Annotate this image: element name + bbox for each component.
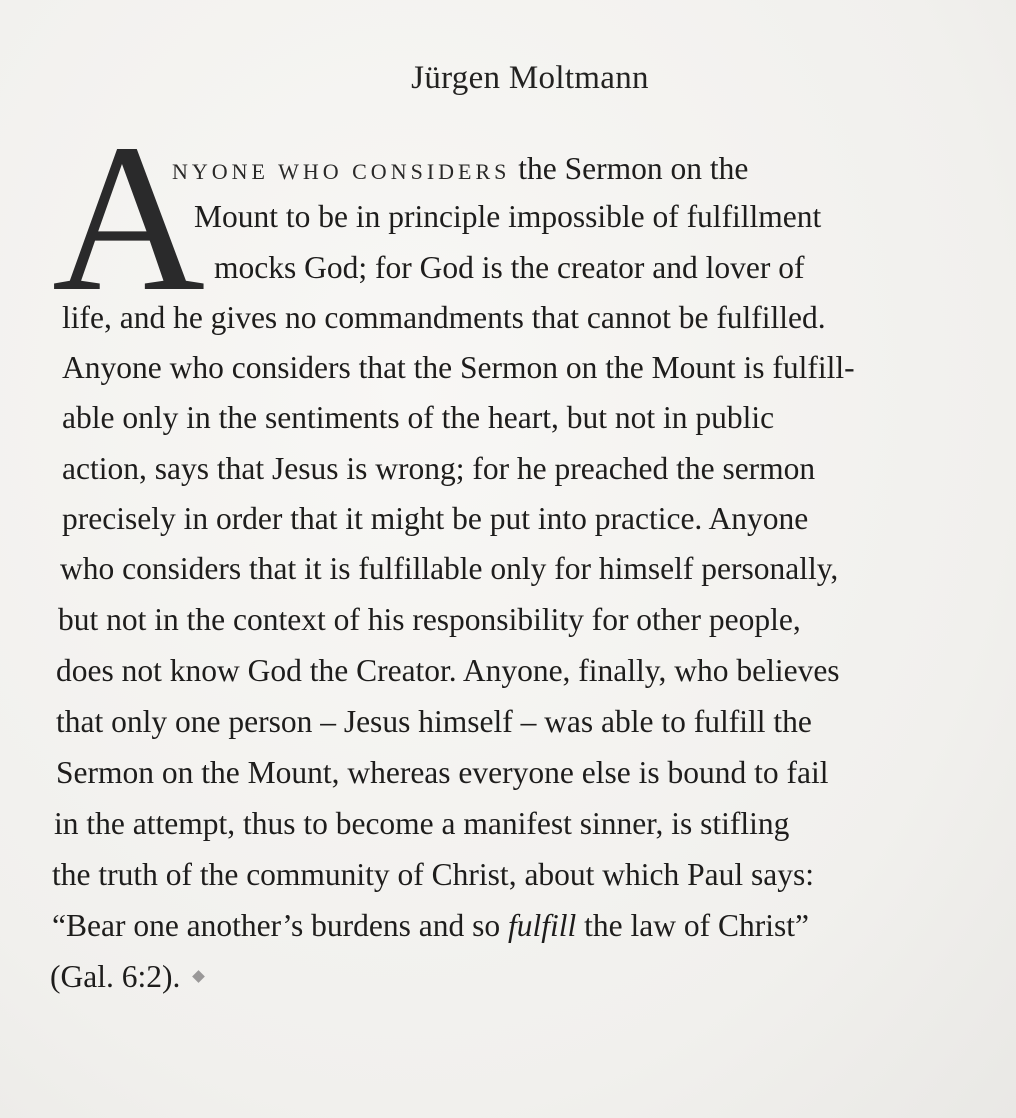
paragraph-line-16-quote: [52, 910, 809, 942]
paragraph-line-8: precisely in order that it might be put into practice. Anyone: [62, 501, 809, 536]
lead-in-smallcaps: NYONE WHO CONSIDERS: [172, 159, 511, 184]
paragraph-line-12: that only one person – Jesus himself – was able to fulfill the: [56, 704, 812, 739]
running-header-author: Jürgen Moltmann: [411, 60, 649, 96]
citation-text: (Gal. 6:2).: [50, 959, 181, 994]
paragraph-line-13: Sermon on the Mount, whereas everyone else is bound to fail: [56, 755, 829, 790]
drop-cap-letter: A: [52, 100, 206, 335]
paragraph-line-3: mocks God; for God is the creator and lover of: [214, 250, 805, 285]
diamond-ornament-icon: [192, 970, 205, 983]
paragraph-line-14: in the attempt, thus to become a manifest sinner, is stifling: [54, 806, 790, 841]
line-1-rest: the Sermon on the: [510, 151, 749, 186]
paragraph-line-2: Mount to be in principle impossible of fulfillment: [194, 199, 822, 234]
paragraph-line-10: but not in the context of his responsibility for other people,: [58, 602, 801, 637]
paragraph-line-17-citation: [50, 961, 203, 993]
paragraph-line-5: Anyone who considers that the Sermon on the Mount is fulfill-: [62, 350, 855, 385]
paragraph-line-4: life, and he gives no commandments that cannot be fulfilled.: [62, 300, 826, 335]
paragraph-line-15: the truth of the community of Christ, about which Paul says:: [52, 857, 815, 892]
paragraph-line-1: [172, 153, 748, 185]
paragraph-line-11: does not know God the Creator. Anyone, finally, who believes: [56, 653, 840, 688]
paragraph-line-9: who considers that it is fulfillable only for himself personally,: [60, 551, 839, 586]
quote-text-before: “Bear one another’s burdens and so: [52, 908, 509, 943]
quote-italic-word: fulfill: [508, 908, 577, 943]
paragraph-line-7: action, says that Jesus is wrong; for he preached the sermon: [62, 451, 816, 486]
paragraph-line-6: able only in the sentiments of the heart, but not in public: [62, 400, 775, 435]
quote-text-after: the law of Christ”: [576, 908, 809, 943]
